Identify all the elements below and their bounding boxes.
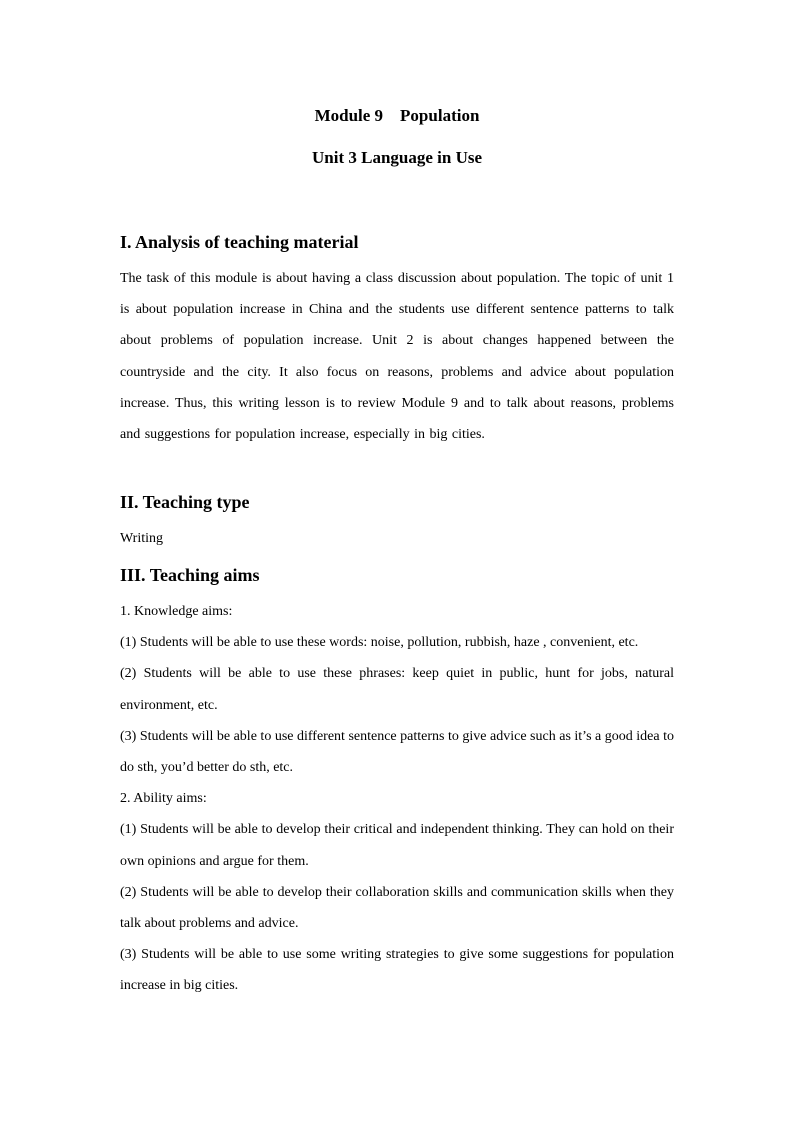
section-heading-analysis: I. Analysis of teaching material xyxy=(120,232,359,252)
aim-item: (2) Students will be able to develop their collaboration skills and communication skills when they talk about problems and advice. xyxy=(120,884,674,932)
aim-item: (3) Students will be able to use some writing strategies to give some suggestions for population increase in big cities. xyxy=(120,947,674,994)
module-title: Module 9 Population xyxy=(314,106,480,125)
aim-item: (1) Students will be able to develop their critical and independent thinking. They can hold on their own opinions and argue for them. xyxy=(120,822,674,869)
unit-title: Unit 3 Language in Use xyxy=(311,148,483,167)
aims-subheading-ability: 2. Ability aims: xyxy=(120,791,207,807)
teaching-aims-list xyxy=(120,596,674,1002)
aim-item: (3) Students will be able to use different sentence patterns to give advice such as it’s a good idea to do sth, you’d better do sth, etc. xyxy=(120,728,674,776)
aim-item: (1) Students will be able to use these words: noise, pollution, rubbish, haze , convenient, etc. xyxy=(120,635,639,651)
section-heading-teaching-type: II. Teaching type xyxy=(120,492,250,512)
section-heading-teaching-aims: III. Teaching aims xyxy=(120,565,260,585)
aim-item: (2) Students will be able to use these phrases: keep quiet in public, hunt for jobs, natural environment, etc. xyxy=(120,666,674,713)
aims-subheading-knowledge: 1. Knowledge aims: xyxy=(120,604,233,619)
teaching-type-text: Writing xyxy=(120,531,163,546)
analysis-paragraph: The task of this module is about having a class discussion about population. The topic of unit 1 is about population increase in China and the students use different sentence patterns to talk about problems of population increase. Unit 2 is about changes happened between the countryside and the city. It also focus on reasons, problems and advice about population increase. Thus, this writing lesson is to review Module 9 and to talk about reasons, problems and suggestions for population increase, especially in big cities. xyxy=(120,271,674,443)
